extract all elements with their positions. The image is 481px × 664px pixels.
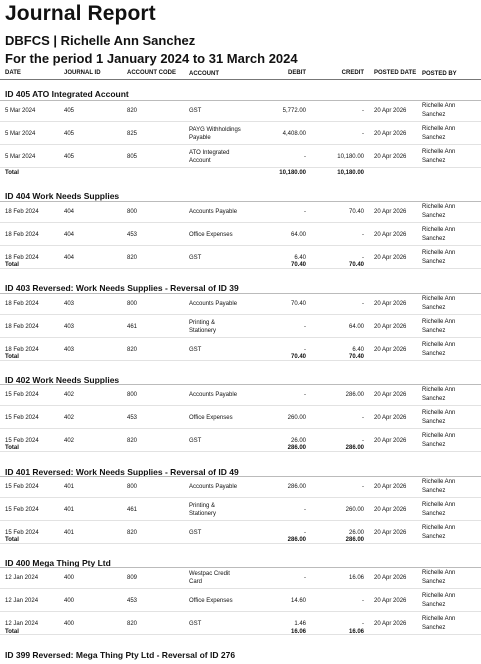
table-row (0, 317, 481, 338)
account-cell: Printing & Stationery (189, 320, 217, 334)
total-label: Total (5, 445, 19, 451)
journal-section-title: ID 405 ATO Integrated Account (5, 89, 129, 99)
journal-id-cell: 404 (64, 209, 75, 215)
account-cell: Printing & Stationery (189, 503, 217, 517)
account-code-cell: 820 (127, 438, 138, 444)
journal-section-title: ID 402 Work Needs Supplies (5, 375, 120, 385)
debit-cell: 260.00 (287, 415, 306, 421)
date-cell: 15 Feb 2024 (5, 392, 39, 398)
section-total-row (0, 444, 481, 454)
account-code-cell: 805 (127, 154, 138, 160)
total-debit: 16.06 (290, 629, 306, 635)
posted-by-cell: Richelle Ann Sanchez (422, 342, 456, 357)
table-row (0, 225, 481, 246)
account-code-cell: 461 (127, 324, 138, 330)
account-cell: Office Expenses (189, 232, 233, 238)
date-cell: 5 Mar 2024 (5, 131, 36, 137)
account-code-cell: 800 (127, 209, 138, 215)
total-credit: 10,180.00 (337, 170, 364, 176)
date-cell: 12 Jan 2024 (5, 575, 39, 581)
credit-cell: 16.06 (348, 575, 364, 581)
account-cell: Accounts Payable (189, 301, 238, 307)
date-cell: 18 Feb 2024 (5, 255, 39, 261)
posted-date-cell: 20 Apr 2026 (374, 232, 407, 238)
date-cell: 18 Feb 2024 (5, 301, 39, 307)
total-debit: 70.40 (290, 262, 306, 268)
account-code-cell: 820 (127, 530, 138, 536)
credit-cell: - (362, 415, 364, 421)
account-code-cell: 820 (127, 255, 138, 261)
debit-cell: 70.40 (290, 301, 306, 307)
account-code-cell: 809 (127, 575, 138, 581)
table-row (0, 500, 481, 521)
table-row (0, 477, 481, 498)
debit-cell: 1.46 (294, 621, 306, 627)
posted-date-cell: 20 Apr 2026 (374, 621, 407, 627)
period-line: For the period 1 January 2024 to 31 March 2024 (5, 51, 298, 66)
account-cell: Accounts Payable (189, 209, 238, 215)
posted-by-cell: Richelle Ann Sanchez (422, 616, 456, 631)
account-code-cell: 453 (127, 232, 138, 238)
posted-date-cell: 20 Apr 2026 (374, 438, 407, 444)
debit-cell: 4,408.00 (282, 131, 306, 137)
debit-cell: - (304, 209, 306, 215)
account-cell: GST (189, 621, 202, 627)
journal-id-cell: 401 (64, 484, 75, 490)
credit-cell: - (362, 598, 364, 604)
posted-by-cell: Richelle Ann Sanchez (422, 204, 456, 219)
debit-cell: 26.00 (290, 438, 306, 444)
posted-by-cell: Richelle Ann Sanchez (422, 502, 456, 517)
posted-by-cell: Richelle Ann Sanchez (422, 149, 456, 164)
journal-section-title: ID 404 Work Needs Supplies (5, 191, 120, 201)
section-total-row (0, 353, 481, 363)
account-cell: GST (189, 108, 202, 114)
debit-cell: - (304, 530, 306, 536)
posted-date-cell: 20 Apr 2026 (374, 131, 407, 137)
journal-id-cell: 400 (64, 621, 75, 627)
debit-cell: - (304, 347, 306, 353)
account-cell: GST (189, 255, 202, 261)
credit-cell: 286.00 (345, 392, 364, 398)
credit-cell: 10,180.00 (337, 154, 364, 160)
posted-date-cell: 20 Apr 2026 (374, 415, 407, 421)
journal-id-cell: 404 (64, 232, 75, 238)
table-row (0, 101, 481, 122)
date-cell: 15 Feb 2024 (5, 484, 39, 490)
posted-by-cell: Richelle Ann Sanchez (422, 525, 456, 540)
account-code-cell: 820 (127, 347, 138, 353)
credit-cell: - (362, 108, 364, 114)
account-code-cell: 453 (127, 415, 138, 421)
date-cell: 5 Mar 2024 (5, 154, 36, 160)
organisation-line: DBFCS | Richelle Ann Sanchez (5, 33, 196, 48)
total-credit: 286.00 (345, 445, 364, 451)
posted-by-cell: Richelle Ann Sanchez (422, 319, 456, 334)
total-credit: 70.40 (348, 262, 364, 268)
date-cell: 12 Jan 2024 (5, 598, 39, 604)
posted-date-cell: 20 Apr 2026 (374, 507, 407, 513)
table-row (0, 385, 481, 406)
journal-id-cell: 403 (64, 301, 75, 307)
posted-date-cell: 20 Apr 2026 (374, 108, 407, 114)
posted-date-cell: 20 Apr 2026 (374, 347, 407, 353)
section-total-row (0, 261, 481, 271)
debit-cell: 14.60 (290, 598, 306, 604)
total-debit: 70.40 (290, 354, 306, 360)
total-label: Total (5, 262, 19, 268)
posted-by-cell: Richelle Ann Sanchez (422, 593, 456, 608)
date-cell: 5 Mar 2024 (5, 108, 36, 114)
debit-cell: 5,772.00 (282, 108, 306, 114)
journal-id-cell: 405 (64, 154, 75, 160)
column-header-posted-date: POSTED DATE (374, 70, 417, 76)
date-cell: 15 Feb 2024 (5, 438, 39, 444)
journal-id-cell: 405 (64, 131, 75, 137)
journal-section-title: ID 400 Mega Thing Pty Ltd (5, 558, 111, 568)
column-header-date: DATE (5, 70, 21, 76)
table-row (0, 408, 481, 429)
column-header-account: ACCOUNT (189, 71, 219, 77)
date-cell: 15 Feb 2024 (5, 530, 39, 536)
credit-cell: - (362, 438, 364, 444)
table-row (0, 568, 481, 589)
posted-date-cell: 20 Apr 2026 (374, 598, 407, 604)
account-code-cell: 461 (127, 507, 138, 513)
account-cell: ATO Integrated Account (189, 150, 230, 164)
posted-date-cell: 20 Apr 2026 (374, 301, 407, 307)
table-row (0, 591, 481, 612)
posted-date-cell: 20 Apr 2026 (374, 255, 407, 261)
posted-by-cell: Richelle Ann Sanchez (422, 227, 456, 242)
posted-date-cell: 20 Apr 2026 (374, 392, 407, 398)
posted-by-cell: Richelle Ann Sanchez (422, 479, 456, 494)
date-cell: 12 Jan 2024 (5, 621, 39, 627)
total-debit: 10,180.00 (279, 170, 306, 176)
date-cell: 18 Feb 2024 (5, 232, 39, 238)
posted-date-cell: 20 Apr 2026 (374, 575, 407, 581)
column-header-debit: DEBIT (288, 70, 306, 76)
debit-cell: 64.00 (290, 232, 306, 238)
section-total-row (0, 169, 481, 179)
debit-cell: - (304, 154, 306, 160)
account-code-cell: 825 (127, 131, 138, 137)
column-header-account-code: ACCOUNT CODE (127, 70, 176, 76)
account-cell: Accounts Payable (189, 392, 238, 398)
posted-by-cell: Richelle Ann Sanchez (422, 387, 456, 402)
posted-date-cell: 20 Apr 2026 (374, 324, 407, 330)
posted-by-cell: Richelle Ann Sanchez (422, 433, 456, 448)
posted-date-cell: 20 Apr 2026 (374, 154, 407, 160)
credit-cell: - (362, 131, 364, 137)
debit-cell: 286.00 (287, 484, 306, 490)
credit-cell: 6.40 (352, 347, 364, 353)
account-cell: Office Expenses (189, 415, 233, 421)
posted-by-cell: Richelle Ann Sanchez (422, 103, 456, 118)
debit-cell: - (304, 507, 306, 513)
total-debit: 286.00 (287, 445, 306, 451)
date-cell: 15 Feb 2024 (5, 415, 39, 421)
journal-id-cell: 402 (64, 438, 75, 444)
debit-cell: 6.40 (294, 255, 306, 261)
total-label: Total (5, 537, 19, 543)
account-code-cell: 800 (127, 484, 138, 490)
debit-cell: - (304, 324, 306, 330)
journal-id-cell: 400 (64, 575, 75, 581)
journal-id-cell: 401 (64, 507, 75, 513)
journal-id-cell: 403 (64, 324, 75, 330)
credit-cell: 260.00 (345, 507, 364, 513)
credit-cell: - (362, 621, 364, 627)
credit-cell: - (362, 301, 364, 307)
total-credit: 70.40 (348, 354, 364, 360)
journal-section-title: ID 403 Reversed: Work Needs Supplies - Reversal of ID 39 (5, 283, 239, 293)
total-label: Total (5, 354, 19, 360)
table-row (0, 294, 481, 315)
table-row (0, 124, 481, 145)
debit-cell: - (304, 392, 306, 398)
posted-by-cell: Richelle Ann Sanchez (422, 410, 456, 425)
column-header-credit: CREDIT (341, 70, 364, 76)
table-header (0, 69, 481, 80)
total-credit: 16.06 (348, 629, 364, 635)
journal-id-cell: 403 (64, 347, 75, 353)
column-header-posted-by: POSTED BY (422, 71, 457, 77)
journal-id-cell: 405 (64, 108, 75, 114)
total-label: Total (5, 170, 19, 176)
journal-id-cell: 400 (64, 598, 75, 604)
account-cell: Office Expenses (189, 598, 233, 604)
credit-cell: 64.00 (348, 324, 364, 330)
date-cell: 18 Feb 2024 (5, 347, 39, 353)
section-total-row (0, 536, 481, 546)
account-cell: Westpac Credit Card (189, 571, 230, 585)
journal-id-cell: 402 (64, 392, 75, 398)
table-row (0, 147, 481, 168)
posted-by-cell: Richelle Ann Sanchez (422, 250, 456, 265)
account-cell: PAYG Withholdings Payable (189, 127, 241, 141)
credit-cell: - (362, 255, 364, 261)
credit-cell: 26.00 (348, 530, 364, 536)
total-debit: 286.00 (287, 537, 306, 543)
journal-section-title: ID 401 Reversed: Work Needs Supplies - Reversal of ID 49 (5, 467, 239, 477)
credit-cell: - (362, 484, 364, 490)
credit-cell: 70.40 (348, 209, 364, 215)
account-cell: GST (189, 438, 202, 444)
total-credit: 286.00 (345, 537, 364, 543)
credit-cell: - (362, 232, 364, 238)
column-header-journal-id: JOURNAL ID (64, 70, 101, 76)
debit-cell: - (304, 575, 306, 581)
total-label: Total (5, 629, 19, 635)
posted-by-cell: Richelle Ann Sanchez (422, 296, 456, 311)
account-cell: Accounts Payable (189, 484, 238, 490)
date-cell: 15 Feb 2024 (5, 507, 39, 513)
journal-id-cell: 402 (64, 415, 75, 421)
account-code-cell: 820 (127, 108, 138, 114)
posted-by-cell: Richelle Ann Sanchez (422, 570, 456, 585)
account-code-cell: 820 (127, 621, 138, 627)
posted-date-cell: 20 Apr 2026 (374, 530, 407, 536)
table-row (0, 202, 481, 223)
journal-section-title: ID 399 Reversed: Mega Thing Pty Ltd - Reversal of ID 276 (5, 650, 236, 660)
journal-id-cell: 404 (64, 255, 75, 261)
account-cell: GST (189, 347, 202, 353)
date-cell: 18 Feb 2024 (5, 209, 39, 215)
posted-date-cell: 20 Apr 2026 (374, 209, 407, 215)
account-code-cell: 800 (127, 301, 138, 307)
date-cell: 18 Feb 2024 (5, 324, 39, 330)
posted-by-cell: Richelle Ann Sanchez (422, 126, 456, 141)
posted-date-cell: 20 Apr 2026 (374, 484, 407, 490)
section-total-row (0, 628, 481, 638)
journal-id-cell: 401 (64, 530, 75, 536)
account-code-cell: 453 (127, 598, 138, 604)
report-title: Journal Report (5, 2, 156, 25)
account-code-cell: 800 (127, 392, 138, 398)
account-cell: GST (189, 530, 202, 536)
